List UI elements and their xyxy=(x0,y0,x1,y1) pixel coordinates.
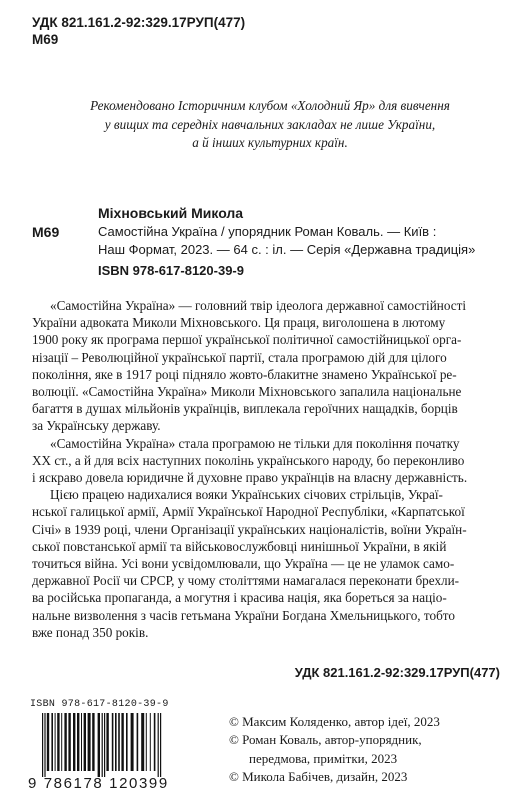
abstract-line: України адвоката Миколи Міхновського. Ця праця, виголошена в лютому xyxy=(32,315,446,331)
abstract-line: XX ст., а й для всіх наступних поколінь українського народу, бо переконливо xyxy=(32,452,465,468)
barcode-bar xyxy=(77,713,79,771)
abstract-line: 1900 року як програма першої української політичної самостійницької орга- xyxy=(32,332,462,348)
barcode-bar xyxy=(146,713,147,771)
abstract-line: «Самостійна Україна» стала програмою не тільки для покоління початку xyxy=(50,435,460,451)
abstract-line: «Самостійна Україна» — головний твір ідеолога державної самостійності xyxy=(50,298,467,313)
catalog-code: М69 xyxy=(32,224,60,240)
barcode-bar xyxy=(121,713,123,771)
copyright-line: © Роман Коваль, автор-упорядник, xyxy=(229,732,422,748)
barcode-digits: 9 786178 120399 xyxy=(28,775,169,792)
barcode-bar xyxy=(98,713,100,777)
barcode-bar xyxy=(64,713,66,771)
barcode-bar xyxy=(61,713,62,771)
barcode-bar xyxy=(141,713,144,771)
recommendation-line: Рекомендовано Історичним клубом «Холодний Яр» для вивчення xyxy=(90,98,450,113)
abstract-line: ва російська пропаганда, а могутня і красива нація, яка бореться за націо- xyxy=(32,590,447,606)
barcode-bars xyxy=(38,713,206,777)
abstract-line: багаття в душах мільйонів українців, виплекала героїчних нащадків, борців xyxy=(32,401,458,417)
barcode-bar xyxy=(102,713,103,777)
catalog-isbn: ISBN 978-617-8120-39-9 xyxy=(98,263,244,278)
footer-udk: УДК 821.161.2-92:329.17РУП(477) xyxy=(294,665,500,680)
barcode-bar xyxy=(106,713,108,771)
abstract-line: нальне визволення з часів гетьмана України Богдана Хмельницького, тобто xyxy=(32,607,455,623)
abstract-line: ської повстанської армії та військовослужбовці нинішньої України, в якій xyxy=(32,538,447,554)
barcode-bar xyxy=(112,713,114,771)
abstract-line: за Українську державу. xyxy=(32,418,161,434)
abstract-line: Цією працею надихалися вояки Українських січових стрільців, Украї- xyxy=(50,487,443,503)
barcode-bar xyxy=(44,713,45,777)
barcode-bar xyxy=(88,713,91,771)
copyright-line: передмова, примітки, 2023 xyxy=(249,750,398,766)
abstract-line: нізації – Революційної української партії, стала програмою дій для цілого xyxy=(32,349,447,365)
copyright-line: © Микола Бабічев, дизайн, 2023 xyxy=(229,768,408,784)
barcode-bar xyxy=(154,713,156,771)
recommendation-line: у вищих та середніх навчальних закладах не лише України, xyxy=(104,116,436,132)
udk-index: УДК 821.161.2-92:329.17РУП(477) xyxy=(32,15,246,30)
barcode-bar xyxy=(118,713,120,771)
barcode-bar xyxy=(115,713,117,771)
barcode-bar xyxy=(126,713,128,771)
abstract-line: покоління, яке в 1917 році підняло жовто-блакитне знамено Української ре- xyxy=(32,366,457,382)
catalog-author: Міхновський Микола xyxy=(98,205,244,221)
barcode-bar xyxy=(73,713,75,771)
barcode-bar xyxy=(160,713,161,777)
isbn-barcode xyxy=(28,699,212,795)
copyright-block xyxy=(229,713,440,786)
recommendation-note xyxy=(60,97,480,153)
biblio-line: Самостійна Україна / упорядник Роман Коваль. — Київ : xyxy=(98,224,437,239)
biblio-line: Наш Формат, 2023. — 64 с. : іл. — Серія «Державна традиція» xyxy=(98,242,476,257)
abstract-line: і яскраво довела юридичне й духовне право українців на власну державність. xyxy=(32,470,468,486)
abstract-line: нської галицької армії, Армії Української Народної Республіки, «Карпатської xyxy=(32,504,465,520)
abstract-line: Січі» в 1939 році, члени Організації українських націоналістів, воїни Україн- xyxy=(32,521,467,537)
barcode-bar xyxy=(55,713,56,771)
barcode-bar xyxy=(51,713,53,771)
author-sign-code: М69 xyxy=(32,32,59,47)
barcode-bar xyxy=(57,713,59,771)
barcode-bar xyxy=(47,713,49,771)
barcode-bar xyxy=(104,713,105,777)
bibliographic-description xyxy=(98,223,498,259)
barcode-bar xyxy=(92,713,94,771)
barcode-bar xyxy=(68,713,70,771)
abstract-line: вже понад 350 років. xyxy=(32,624,149,640)
barcode-bar xyxy=(42,713,43,777)
barcode-bar xyxy=(150,713,151,771)
abstract-line: волюції. «Самостійна Україна» Миколи Міхновського запалила національне xyxy=(32,384,462,400)
barcode-bar xyxy=(81,713,82,771)
barcode-bar xyxy=(158,713,159,777)
barcode-bar xyxy=(131,713,134,771)
barcode-bar xyxy=(84,713,86,771)
abstract-line: державної Росії чи СРСР, у чому століттями намагалася переконати брехли- xyxy=(32,573,460,589)
abstract-text xyxy=(32,297,502,641)
barcode-bar xyxy=(137,713,139,771)
barcode-isbn-text: ISBN 978-617-8120-39-9 xyxy=(30,699,169,710)
copyright-line: © Максим Коляденко, автор ідеї, 2023 xyxy=(229,714,440,729)
recommendation-line: а й інших культурних країн. xyxy=(192,135,348,150)
abstract-line: точиться війна. Усі вони усвідомлювали, що Україна — це не уламок само- xyxy=(32,556,455,572)
